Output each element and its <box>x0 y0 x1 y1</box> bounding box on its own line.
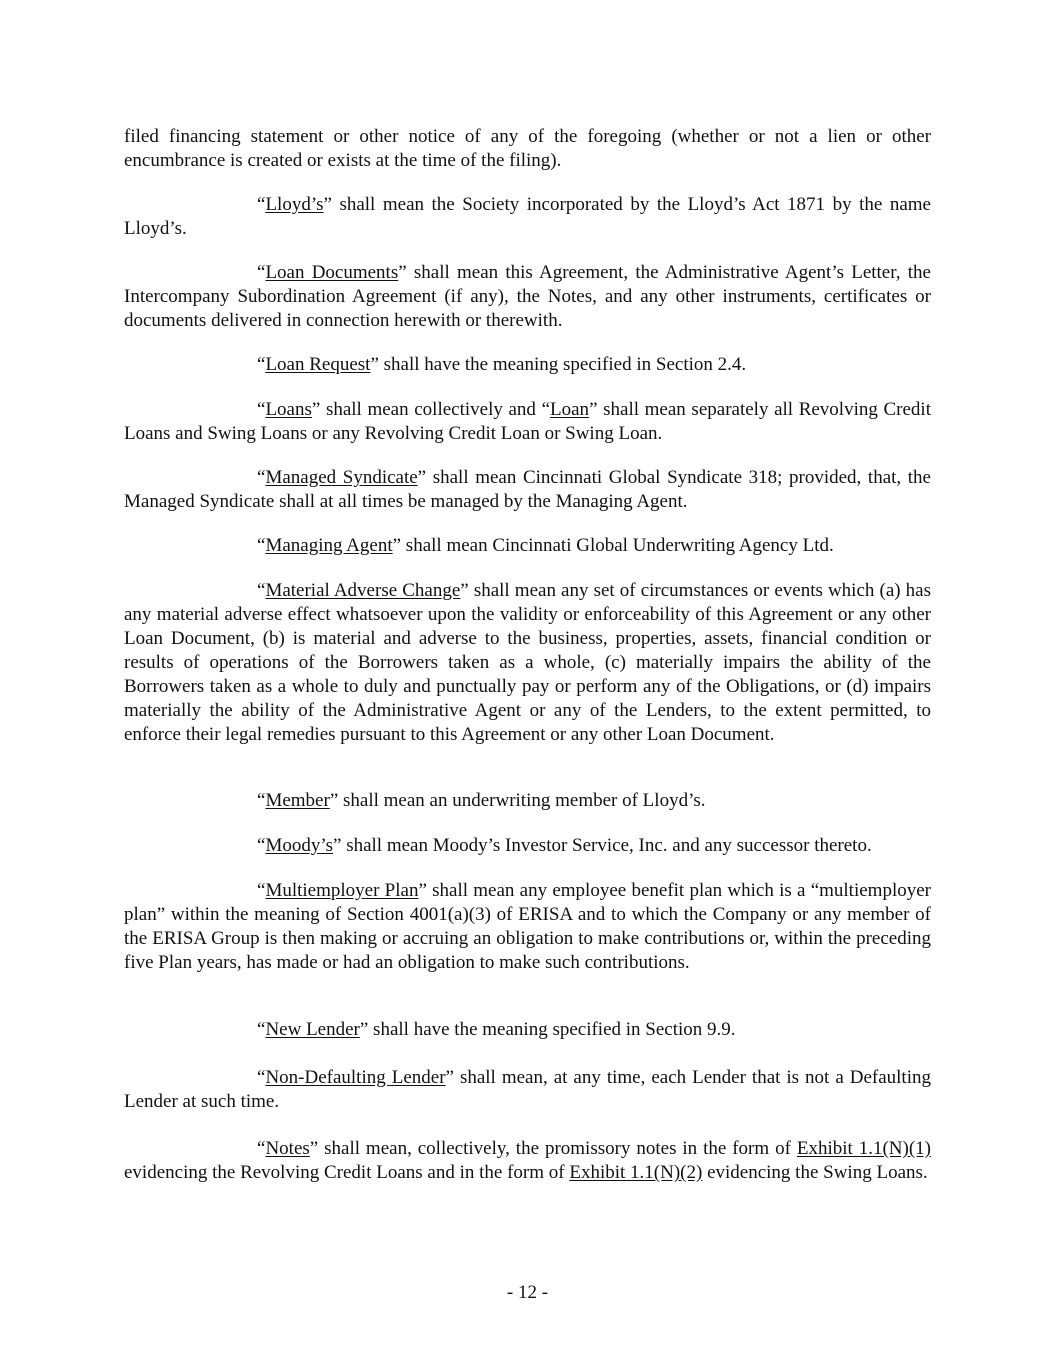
paragraph-text: “ <box>257 467 266 488</box>
paragraph-text: ” shall mean this Agreement, the Administrative Agent’s Letter, the Intercompany Subordination Agreement (if any), the Notes, and any other instruments, certificates or documents delivered in connection herewith or therewith. <box>124 262 931 331</box>
defined-term: Non-Defaulting Lender <box>265 1067 446 1088</box>
paragraph-text: “ <box>257 399 266 420</box>
definition-paragraph <box>124 261 931 333</box>
definition-paragraph <box>124 398 931 446</box>
paragraph-text: ” shall mean, collectively, the promissory notes in the form of <box>309 1138 797 1159</box>
paragraph-text: evidencing the Revolving Credit Loans and in the form of <box>124 1162 570 1183</box>
defined-term: Loan Request <box>265 354 371 375</box>
definition-paragraph <box>124 353 931 377</box>
defined-term: Exhibit 1.1(N)(2) <box>569 1162 703 1183</box>
paragraph-text: ” shall have the meaning specified in Section 9.9. <box>359 1019 736 1040</box>
defined-term: New Lender <box>265 1019 360 1040</box>
definition-paragraph <box>124 534 931 558</box>
paragraph-text: “ <box>257 790 266 811</box>
paragraph-text: ” shall mean any employee benefit plan which is a “multiemployer plan” within the meaning of Section 4001(a)(3) of ERISA and to which the Company or any member of the ERISA Group is then making or accruing an obligation to make contributions or, within the preceding five Plan years, has made or had an obligation to make such contributions. <box>124 880 931 973</box>
paragraph-text: “ <box>257 1019 266 1040</box>
paragraph-text: ” shall mean Cincinnati Global Syndicate 318; provided, that, the Managed Syndicate shall at all times be managed by the Managing Agent. <box>124 467 931 512</box>
definition-paragraph <box>124 1137 931 1185</box>
paragraph-text: “ <box>257 880 266 901</box>
defined-term: Managed Syndicate <box>265 467 418 488</box>
page-number: - 12 - <box>506 1282 549 1303</box>
definition-paragraph <box>124 193 931 241</box>
defined-term: Member <box>265 790 330 811</box>
paragraph-text: ” shall mean the Society incorporated by the Lloyd’s Act 1871 by the name Lloyd’s. <box>124 194 931 239</box>
definition-paragraph <box>124 466 931 514</box>
definition-paragraph <box>124 834 931 858</box>
paragraph-text: “ <box>257 194 266 215</box>
paragraph-text: “ <box>257 262 266 283</box>
defined-term: Material Adverse Change <box>265 580 461 601</box>
paragraph-text: “ <box>257 354 266 375</box>
paragraph-text: filed financing statement or other notice of any of the foregoing (whether or not a lien or other encumbrance is created or exists at the time of the filing). <box>124 126 931 171</box>
definition-paragraph <box>124 1066 931 1114</box>
defined-term: Multiemployer Plan <box>265 880 419 901</box>
defined-term: Loans <box>265 399 312 420</box>
defined-term: Lloyd’s <box>265 194 324 215</box>
defined-term: Moody’s <box>265 835 334 856</box>
paragraph-text: “ <box>257 835 266 856</box>
definition-paragraph <box>124 879 931 975</box>
definition-paragraph <box>124 789 931 813</box>
definition-paragraph <box>124 579 931 747</box>
paragraph-text: evidencing the Swing Loans. <box>702 1162 928 1183</box>
paragraph-text: ” shall mean, at any time, each Lender that is not a Defaulting Lender at such time. <box>124 1067 931 1112</box>
defined-term: Loan Documents <box>265 262 399 283</box>
paragraph-text: ” shall mean an underwriting member of Lloyd’s. <box>329 790 706 811</box>
paragraph-text: “ <box>257 1138 266 1159</box>
paragraph-text: ” shall mean any set of circumstances or events which (a) has any material adverse effect whatsoever upon the validity or enforceability of this Agreement or any other Loan Document, (b) is material and adverse to the business, properties, assets, financial condition or results of operations of the Borrowers taken as a whole, (c) materially impairs the ability of the Borrowers taken as a whole to duly and punctually pay or perform any of the Obligations, or (d) impairs materially the ability of the Administrative Agent or any of the Lenders, to the extent permitted, to enforce their legal remedies pursuant to this Agreement or any other Loan Document. <box>124 580 932 745</box>
defined-term: Notes <box>265 1138 310 1159</box>
defined-term: Exhibit 1.1(N)(1) <box>796 1138 931 1159</box>
paragraph-text: ” shall mean Moody’s Investor Service, Inc. and any successor thereto. <box>333 835 872 856</box>
defined-term: Loan <box>550 399 590 420</box>
definition-paragraph <box>124 1018 931 1042</box>
paragraph-text: “ <box>257 580 266 601</box>
paragraph-text: “ <box>257 1067 266 1088</box>
paragraph-text: ” shall have the meaning specified in Section 2.4. <box>370 354 747 375</box>
defined-term: Managing Agent <box>265 535 393 556</box>
definition-paragraph <box>124 125 931 173</box>
paragraph-text: ” shall mean collectively and “ <box>311 399 551 420</box>
paragraph-text: ” shall mean separately all Revolving Credit Loans and Swing Loans or any Revolving Credit Loan or Swing Loan. <box>124 399 931 444</box>
paragraph-text: ” shall mean Cincinnati Global Underwriting Agency Ltd. <box>392 535 834 556</box>
paragraph-text: “ <box>257 535 266 556</box>
